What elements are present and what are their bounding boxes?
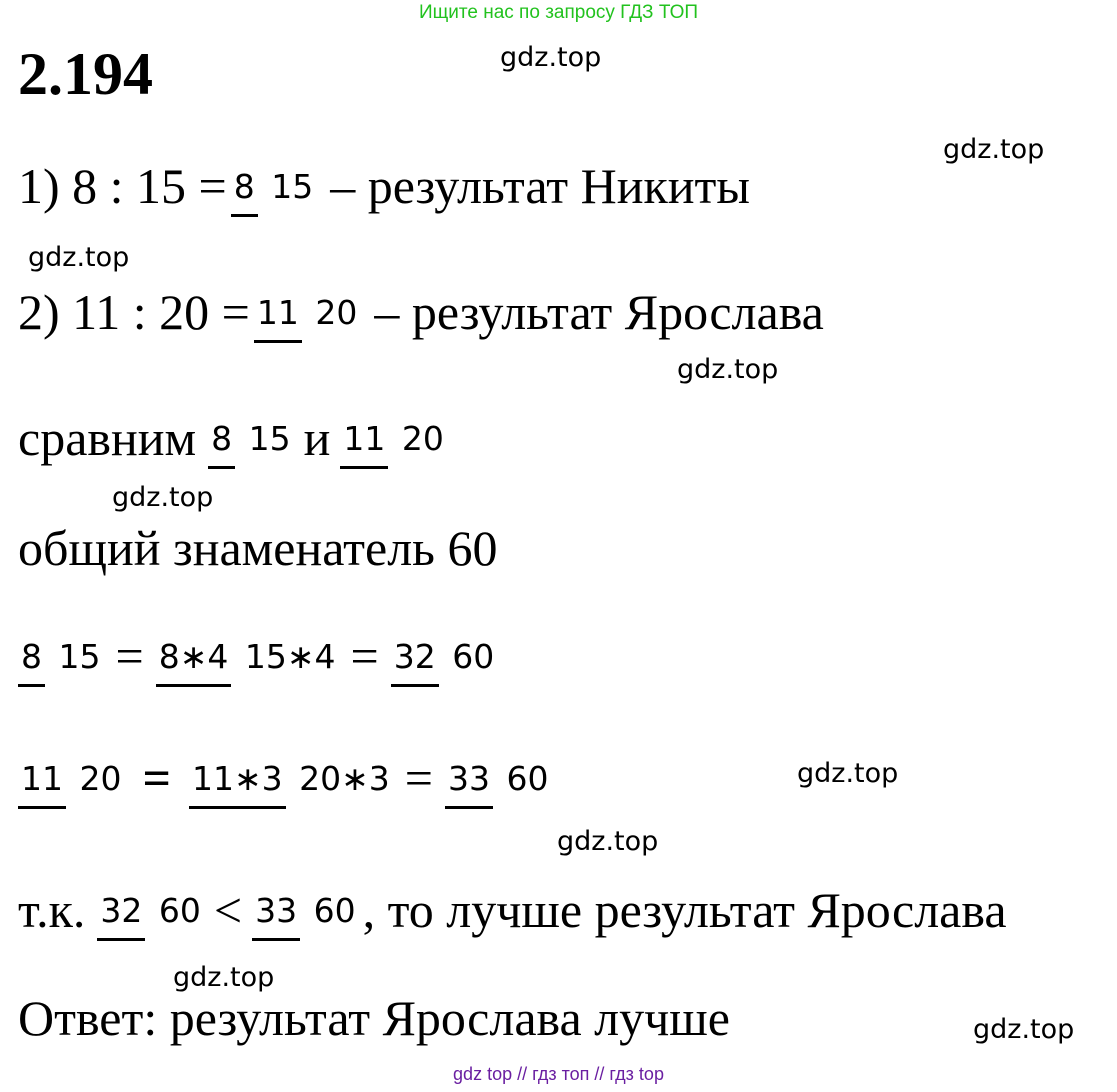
denominator: 20	[401, 418, 444, 458]
equals-sign: =	[350, 628, 379, 684]
denominator: 20	[79, 758, 122, 798]
step2-fraction	[254, 292, 361, 332]
numerator: 11	[254, 291, 302, 343]
numerator: 33	[252, 889, 300, 941]
denominator: 20	[315, 292, 358, 332]
numerator: 8∗4	[156, 635, 232, 687]
denominator: 60	[452, 636, 495, 676]
eq1-fraction-b	[156, 636, 339, 676]
denominator: 15	[248, 418, 291, 458]
eq1-fraction-c	[391, 636, 498, 676]
answer-line	[18, 968, 730, 1068]
watermark: gdz.top	[112, 482, 214, 513]
watermark: gdz.top	[557, 826, 659, 857]
numerator: 11∗3	[189, 757, 286, 809]
numerator: 8	[18, 635, 45, 687]
compare-word: сравним	[18, 410, 197, 466]
denominator: 15	[58, 636, 101, 676]
step1-line	[18, 136, 750, 236]
eq2-fraction-b	[189, 758, 393, 798]
common-denominator-text: общий знаменатель 60	[18, 520, 498, 576]
denominator: 15	[271, 166, 314, 206]
equals-sign: =	[142, 750, 171, 806]
step1-fraction	[231, 166, 317, 206]
step2-suffix: – результат Ярослава	[374, 284, 824, 340]
numerator: 32	[391, 635, 439, 687]
step1-suffix: – результат Никиты	[330, 158, 750, 214]
step2-prefix: 2) 11 : 20 =	[18, 284, 250, 340]
watermark: gdz.top	[973, 1014, 1075, 1045]
compare-fraction-2	[340, 418, 447, 458]
since-fraction-2	[252, 890, 359, 930]
numerator: 33	[445, 757, 493, 809]
less-than-sign: <	[213, 882, 243, 938]
since-line	[18, 860, 1007, 960]
step1-prefix: 1) 8 : 15 =	[18, 158, 227, 214]
watermark: gdz.top	[28, 242, 130, 273]
answer-text: Ответ: результат Ярослава лучше	[18, 990, 730, 1046]
watermark: gdz.top	[943, 134, 1045, 165]
eq1-fraction-a	[18, 636, 104, 676]
watermark: gdz.top	[677, 354, 779, 385]
watermark: gdz.top	[173, 962, 275, 993]
top-banner[interactable]: Ищите нас по запросу ГДЗ ТОП	[418, 2, 699, 23]
step2-line	[18, 262, 824, 362]
denominator: 15∗4	[244, 636, 336, 676]
equation-1	[18, 606, 501, 706]
numerator: 8	[231, 165, 258, 217]
compare-line	[18, 388, 451, 488]
compare-conjunction: и	[303, 410, 331, 466]
numerator: 32	[97, 889, 145, 941]
denominator: 60	[506, 758, 549, 798]
watermark: gdz.top	[797, 758, 899, 789]
problem-number: 2.194	[18, 41, 153, 107]
since-suffix: , то лучше результат Ярослава	[362, 882, 1007, 938]
numerator: 11	[18, 757, 66, 809]
denominator: 60	[158, 890, 201, 930]
numerator: 8	[208, 417, 235, 469]
since-fraction-1	[97, 890, 204, 930]
denominator: 20∗3	[299, 758, 390, 798]
since-prefix: т.к.	[18, 882, 86, 938]
denominator: 60	[313, 890, 356, 930]
compare-fraction-1	[208, 418, 294, 458]
watermark: gdz.top	[500, 42, 602, 73]
eq2-fraction-c	[445, 758, 552, 798]
equals-sign: =	[115, 628, 144, 684]
eq2-fraction-a	[18, 758, 125, 798]
footer-links[interactable]: gdz top // гдз топ // гдз top	[453, 1064, 664, 1084]
equals-sign: =	[404, 750, 433, 806]
equation-2	[18, 728, 555, 828]
common-denominator-line	[18, 498, 497, 598]
numerator: 11	[340, 417, 388, 469]
